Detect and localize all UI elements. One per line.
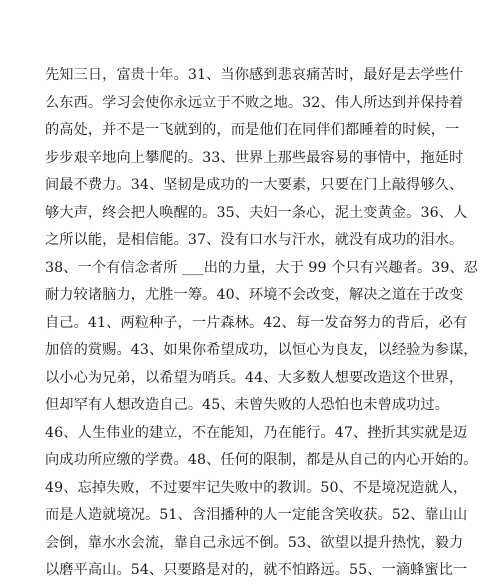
text-line: 38、一个有信念者所 ___出的力量，大于 99 个只有兴趣者。39、忍	[45, 259, 479, 276]
text-line: 间最不费力。34、坚韧是成功的一大要素，只要在门上敲得够久、	[45, 177, 464, 193]
text-line: 么东西。学习会使你永远立于不败之地。32、伟人所达到并保持着	[45, 94, 464, 111]
text-line: 46、人生伟业的建立，不在能知，乃在能行。47、挫折其实就是迈	[45, 424, 468, 441]
text-line: 以小心为兄弟，以希望为哨兵。44、大多数人想要改造这个世界，	[45, 369, 464, 386]
text-line: 的高处，并不是一飞就到的，而是他们在同伴们都睡着的时候，一	[45, 122, 460, 138]
text-line: 自己。41、两粒种子，一片森林。42、每一发奋努力的背后，必有	[45, 314, 468, 331]
text-line: 耐力较诸脑力，尤胜一筹。40、环境不会改变，解决之道在于改变	[45, 287, 464, 303]
text-line: 加倍的赏赐。43、如果你希望成功，以恒心为良友，以经验为参谋，	[45, 342, 478, 358]
text-line: 但却罕有人想改造自己。45、未曾失败的人恐怕也未曾成功过。	[45, 397, 450, 413]
text-line: 先知三日，富贵十年。31、当你感到悲哀痛苦时，最好是去学些什	[45, 67, 464, 83]
text-line: 会倒，靠水水会流，靠自己永远不倒。53、欲望以提升热忱，毅力	[45, 534, 464, 551]
text-line: 之所以能，是相信能。37、没有口水与汗水，就没有成功的泪水。	[45, 232, 464, 248]
text-line: 步步艰辛地向上攀爬的。33、世界上那些最容易的事情中，拖延时	[45, 149, 464, 166]
text-line: 向成功所应缴的学费。48、任何的限制，都是从自己的内心开始的。	[45, 452, 478, 468]
text-line: 以磨平高山。54、只要路是对的，就不怕路远。55、一滴蜂蜜比一	[45, 562, 468, 578]
text-line: 49、忘掉失败，不过要牢记失败中的教训。50、不是境况造就人，	[45, 479, 468, 496]
text-line: 够大声，终会把人唤醒的。35、夫妇一条心，泥土变黄金。36、人	[45, 204, 468, 221]
text-line: 而是人造就境况。51、含泪播种的人一定能含笑收获。52、靠山山	[45, 507, 468, 523]
body-text	[45, 62, 479, 585]
